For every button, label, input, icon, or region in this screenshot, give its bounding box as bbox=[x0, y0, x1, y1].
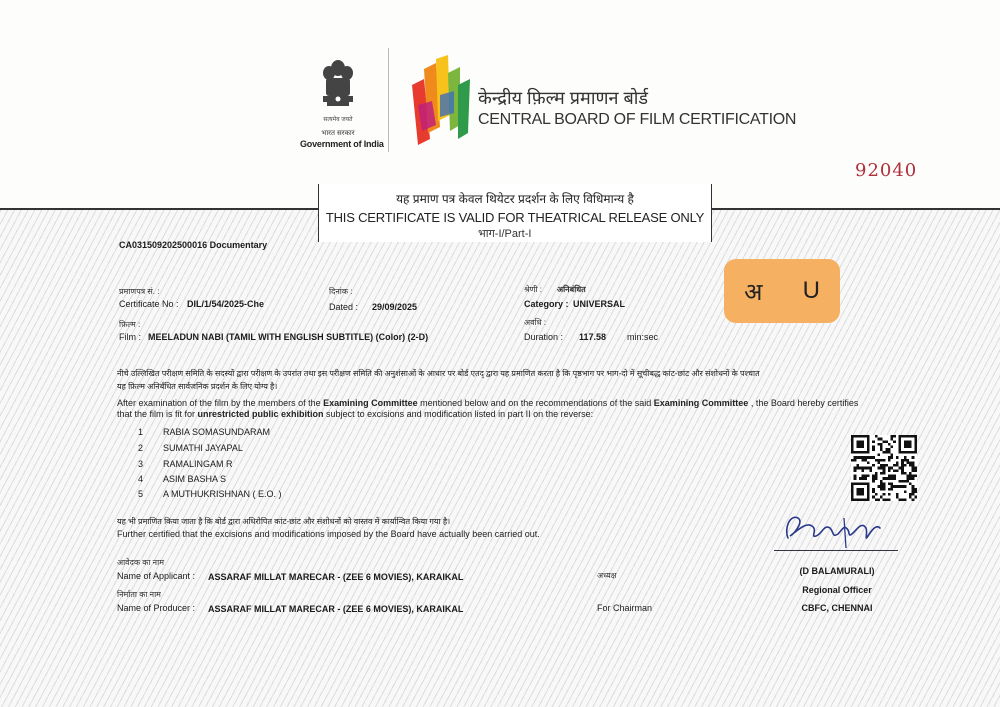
applicant-name: ASSARAF MILLAT MARECAR - (ZEE 6 MOVIES), KARAIKAL bbox=[208, 572, 464, 582]
member-name: ASIM BASHA S bbox=[163, 474, 227, 484]
member-number: 3 bbox=[138, 459, 144, 469]
applicant-label-hindi: आवेदक का नाम bbox=[117, 558, 164, 567]
further-text-english: Further certified that the excisions and modifications imposed by the Board have actually been carried out. bbox=[117, 529, 540, 539]
header-rule-right bbox=[710, 208, 1000, 210]
board-name-hindi: केन्द्रीय फ़िल्म प्रमाणन बोर्ड bbox=[478, 88, 649, 108]
category-label: Category : bbox=[524, 299, 569, 309]
member-number: 1 bbox=[138, 427, 144, 437]
officer-office: CBFC, CHENNAI bbox=[801, 603, 873, 613]
officer-title: Regional Officer bbox=[802, 585, 872, 595]
government-emblem bbox=[300, 58, 384, 149]
duration-label-hindi: अवधि : bbox=[524, 318, 546, 327]
date-value: 29/09/2025 bbox=[372, 302, 418, 312]
header-rule-left bbox=[0, 208, 318, 210]
security-pattern-background bbox=[0, 208, 1000, 707]
member-name: SUMATHI JAYAPAL bbox=[163, 443, 243, 453]
member-number: 5 bbox=[138, 489, 144, 499]
ashoka-emblem-icon bbox=[318, 58, 358, 114]
film-label-hindi: फ़िल्म : bbox=[119, 320, 141, 329]
chairman-label-hindi: अध्यक्ष bbox=[597, 571, 617, 580]
qr-code bbox=[851, 435, 917, 506]
producer-label-hindi: निर्माता का नाम bbox=[117, 590, 161, 599]
cbfc-logo bbox=[410, 55, 472, 152]
reference-number: CA031509202500016 Documentary bbox=[119, 240, 268, 250]
emblem-country-hindi: भारत सरकार bbox=[321, 130, 355, 137]
member-number: 4 bbox=[138, 474, 144, 484]
officer-name: (D BALAMURALI) bbox=[799, 566, 875, 576]
examination-text-english-line1: After examination of the film by the members of the Examining Committee mentioned below and on the recommendations of the said Examining Committee , the Board hereby certifies bbox=[117, 398, 859, 408]
producer-name: ASSARAF MILLAT MARECAR - (ZEE 6 MOVIES), KARAIKAL bbox=[208, 604, 464, 614]
emblem-country-english: Government of India bbox=[300, 139, 384, 149]
film-label: Film : bbox=[119, 332, 141, 342]
chairman-label: For Chairman bbox=[597, 603, 653, 613]
category-value: UNIVERSAL bbox=[573, 299, 626, 309]
duration-unit: min:sec bbox=[627, 332, 659, 342]
examination-text-hindi: नीचे उल्लिखित परीक्षण समिति के सदस्यों द्वारा परीक्षण के उपरांत तथा इस परीक्षण समिति की अनुशंसाओं के आधार पर बोर्ड एतद् द्वारा यह प्रमाणित करता है कि पृष्ठभाग पर भाग-दो में सूचीबद्ध कांट-छांट और संशोधनों के पश्चात bbox=[117, 369, 760, 378]
examination-text-english-line2: that the film is fit for unrestricted public exhibition subject to excisions and modification listed in part II on the reverse: bbox=[117, 409, 594, 419]
member-name: RABIA SOMASUNDARAM bbox=[163, 427, 271, 437]
cbfc-film-strip-icon bbox=[410, 55, 472, 147]
emblem-motto: सत्यमेव जयते bbox=[323, 117, 353, 123]
rating-badge bbox=[724, 259, 840, 323]
category-label-hindi: श्रेणी : bbox=[524, 285, 542, 294]
serial-number: 92040 bbox=[855, 160, 918, 181]
header-divider bbox=[388, 48, 389, 152]
producer-label: Name of Producer : bbox=[117, 603, 196, 613]
rating-letter-english: U bbox=[802, 277, 820, 304]
film-title: MEELADUN NABI (TAMIL WITH ENGLISH SUBTITLE) (Color) (2-D) bbox=[148, 332, 429, 342]
date-label: Dated : bbox=[329, 302, 359, 312]
signature-line bbox=[774, 550, 898, 551]
date-label-hindi: दिनांक : bbox=[329, 287, 353, 296]
board-name-english: CENTRAL BOARD OF FILM CERTIFICATION bbox=[478, 111, 797, 128]
signature-icon bbox=[782, 508, 892, 552]
duration-value: 117.58 bbox=[579, 332, 607, 342]
examination-text-hindi-2: यह फ़िल्म अनिर्बंधित सार्वजनिक प्रदर्शन के लिए योग्य है। bbox=[117, 382, 278, 391]
certificate-no-label-hindi: प्रमाणपत्र सं. : bbox=[119, 287, 160, 296]
rating-letter-hindi: अ bbox=[744, 278, 763, 306]
qr-code-icon bbox=[851, 435, 917, 501]
part-label: भाग-I/Part-I bbox=[478, 228, 532, 240]
certificate-no-value: DIL/1/54/2025-Che bbox=[187, 299, 265, 309]
duration-label: Duration : bbox=[524, 332, 564, 342]
member-number: 2 bbox=[138, 443, 144, 453]
further-text-hindi: यह भी प्रमाणित किया जाता है कि बोर्ड द्वारा अधिरोपित कांट-छांट और संशोधनों को वास्तव में कार्यान्वित किया गया है। bbox=[117, 517, 451, 526]
member-name: A MUTHUKRISHNAN ( E.O. ) bbox=[163, 489, 282, 499]
certificate-no-label: Certificate No : bbox=[119, 299, 179, 309]
applicant-label: Name of Applicant : bbox=[117, 571, 196, 581]
member-name: RAMALINGAM R bbox=[163, 459, 233, 469]
validity-hindi: यह प्रमाण पत्र केवल थियेटर प्रदर्शन के लिए विधिमान्य है bbox=[396, 192, 634, 206]
category-value-hindi: अनिबंधित bbox=[557, 285, 586, 294]
validity-english: THIS CERTIFICATE IS VALID FOR THEATRICAL RELEASE ONLY bbox=[325, 210, 705, 225]
